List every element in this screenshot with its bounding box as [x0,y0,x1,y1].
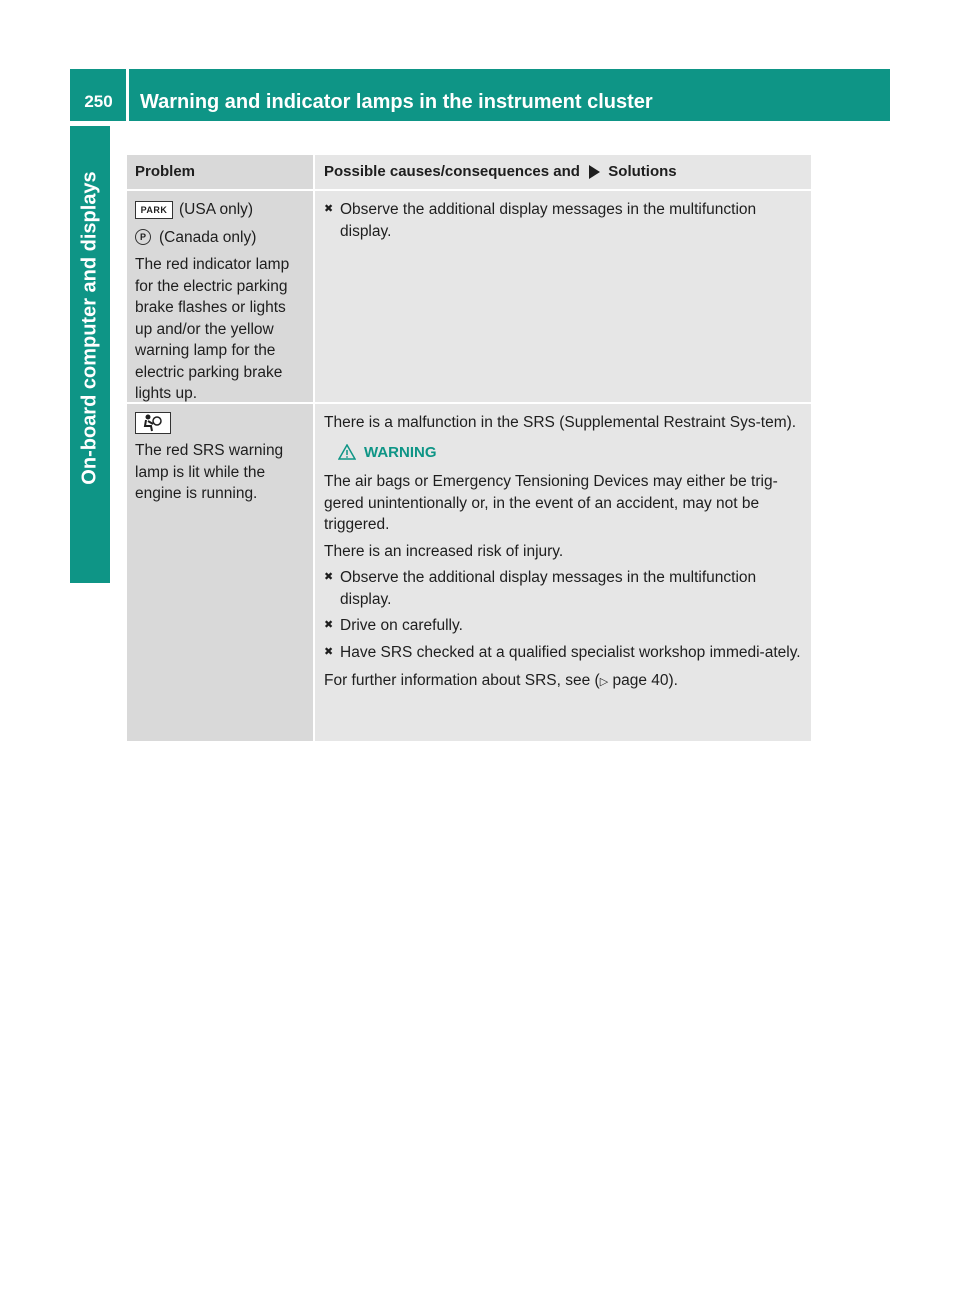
lamp-line-usa [135,199,307,221]
page-ref-arrow-icon: ▷ [599,676,609,688]
warning-label: WARNING [364,443,437,461]
warning-text: The air bags or Emergency Tensioning Devices may either be trig-gered unintentionally or, in the event of an accident, may not be triggered. [324,473,778,533]
srs-airbag-icon [135,412,171,434]
step-marker-icon: ✖ [324,619,334,631]
solution-cell [315,189,811,402]
side-tab-label-wrap [70,126,110,530]
step-marker-icon: ✖ [324,571,334,583]
warning-lamp-table [127,155,811,741]
lamp-line-canada [135,227,307,249]
intro-text: There is a malfunction in the SRS (Supplemental Restraint Sys-tem). [324,414,797,431]
header-solutions [315,155,811,189]
problem-cell [127,189,313,402]
page-reference-link[interactable]: page 40). [612,672,678,689]
risk-text: There is an increased risk of injury. [324,542,564,560]
header-problem: Problem [127,155,313,189]
step-text: Have SRS checked at a qualified specialist workshop immedi-ately. [340,643,801,661]
parking-p-icon: P [135,229,151,245]
warning-triangle-icon [338,444,356,460]
header-divider [126,69,129,121]
step-text: Observe the additional display messages in the multifunction display. [340,201,757,240]
problem-text: The red SRS warning lamp is lit while the engine is running. [135,442,284,502]
table-row [127,402,811,741]
page-title: Warning and indicator lamps in the instrument cluster [140,91,653,113]
list-item [324,567,805,610]
warning-heading [338,442,805,464]
solution-cell [315,402,811,741]
header-solutions-label: Solutions [608,163,677,180]
park-icon: PARK [135,201,173,219]
lamp-canada-text: (Canada only) [159,228,257,246]
step-marker-icon: ✖ [324,203,334,215]
page-number: 250 [84,92,113,111]
list-item [324,615,805,637]
problem-cell [127,402,313,741]
table-header-row [127,155,811,189]
header-solutions-text: Possible causes/consequences and [324,163,580,180]
lamp-usa-text: (USA only) [179,201,254,218]
side-tab-label: On-board computer and displays [78,171,101,485]
list-item [324,642,805,664]
list-item [324,199,805,242]
play-arrow-icon [588,165,600,179]
further-info [324,670,805,694]
step-text: Observe the additional display messages in the multifunction display. [340,569,757,608]
step-text: Drive on carefully. [340,617,463,634]
table-row [127,189,811,402]
step-marker-icon: ✖ [324,645,334,658]
further-info-prefix: For further information about SRS, see ( [324,672,600,689]
problem-text: The red indicator lamp for the electric parking brake flashes or lights up and/or the yellow warning lamp for the electric parking brake lights up. [135,256,290,402]
